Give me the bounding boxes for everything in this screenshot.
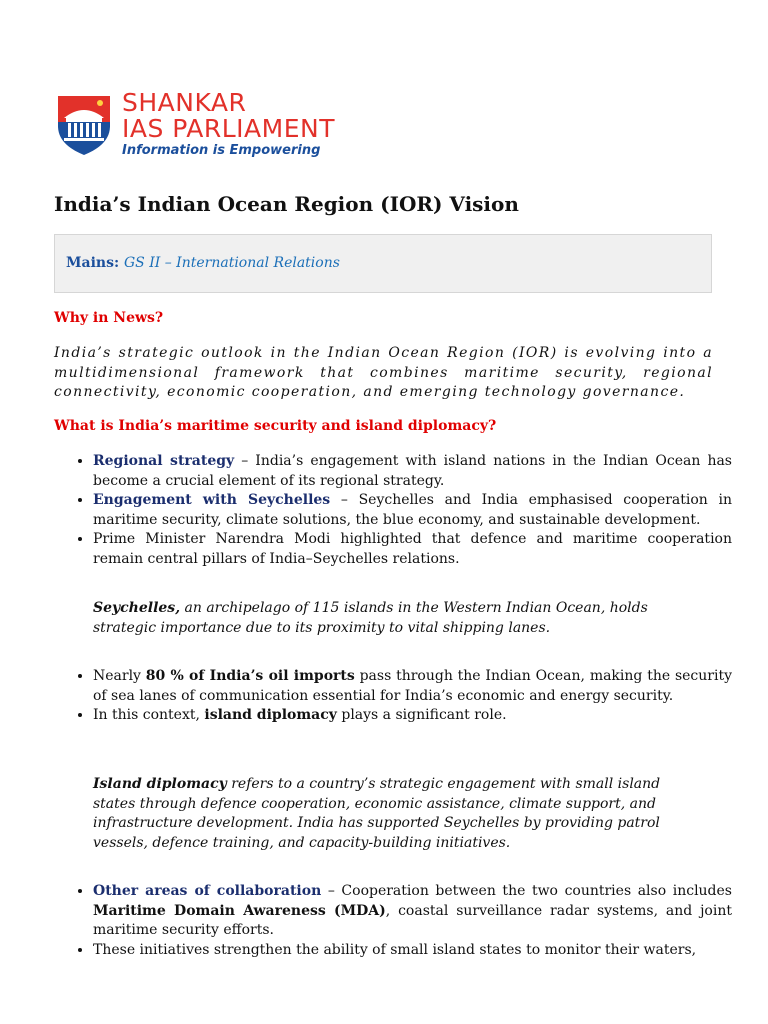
seychelles-note (93, 599, 683, 638)
list-text: – Cooperation between the two countries also includes (321, 883, 732, 899)
brand-name-line2: IAS PARLIAMENT (122, 114, 335, 143)
mains-label: Mains: (66, 255, 120, 271)
list-term: Engagement with Seychelles (93, 492, 331, 508)
note-term: Island diplomacy (93, 776, 227, 792)
note-term: Seychelles, (93, 600, 181, 616)
note-text: an archipelago of 115 islands in the Western Indian Ocean, holds strategic importance due to its proximity to vital shipping lanes. (93, 600, 648, 636)
list-bold: island diplomacy (204, 707, 337, 723)
list-oil (74, 667, 732, 726)
list-text: – India’s engagement with island nations in the Indian Ocean has become a crucial element of its regional strategy. (93, 453, 732, 489)
island-diplomacy-note (93, 775, 683, 853)
list-text: plays a significant role. (336, 707, 507, 723)
note-text: refers to a country’s strategic engagement with small island states through defence cooperation, economic assistance, climate support, and infrastructure development. India has supported Seychelles by providing patrol vessels, defence training, and capacity-building initiatives. (93, 776, 661, 851)
list-text: , coastal surveillance radar systems, and joint maritime security efforts. (93, 902, 732, 938)
list-item (93, 706, 732, 726)
list-text: In this context, (93, 707, 205, 723)
list-text: Prime Minister Narendra Modi highlighted that defence and maritime cooperation remain central pillars of India–Seychelles relations. (93, 531, 732, 567)
logo (54, 88, 414, 160)
parliament-emblem-icon (54, 92, 114, 156)
list-item (93, 452, 732, 491)
brand-name-line1: SHANKAR (122, 88, 247, 117)
list-collaboration (74, 882, 732, 960)
why-in-news-text: India’s strategic outlook in the Indian Ocean Region (IOR) is evolving into a multidimensional framework that combines maritime security, regional connectivity, economic cooperation, and emerging technology governance. (54, 345, 713, 400)
list-item (93, 491, 732, 530)
list-item (93, 941, 732, 961)
list-item (93, 667, 732, 706)
brand-tagline: Information is Empowering (122, 143, 321, 158)
list-item (93, 882, 732, 941)
why-in-news-heading: Why in News? (54, 310, 164, 326)
list-text: Nearly (93, 668, 146, 684)
list-text: – Seychelles and India emphasised cooperation in maritime security, climate solutions, the blue economy, and sustainable development. (93, 492, 733, 528)
list-maritime (74, 452, 732, 569)
list-term: Other areas of collaboration (93, 883, 322, 899)
list-text: These initiatives strengthen the ability of small island states to monitor their waters, (93, 941, 697, 958)
list-item (93, 530, 732, 569)
mains-value: GS II – International Relations (124, 255, 340, 271)
page-title: India’s Indian Ocean Region (IOR) Vision (54, 192, 519, 216)
section-heading: What is India’s maritime security and island diplomacy? (54, 418, 497, 434)
list-bold: 80 % of India’s oil imports (145, 668, 355, 684)
list-term: Regional strategy (93, 453, 235, 469)
list-bold: Maritime Domain Awareness (MDA) (93, 902, 386, 919)
mains-box (54, 234, 712, 293)
list-text: pass through the Indian Ocean, making the security of sea lanes of communication essential for India’s economic and energy security. (93, 668, 732, 704)
